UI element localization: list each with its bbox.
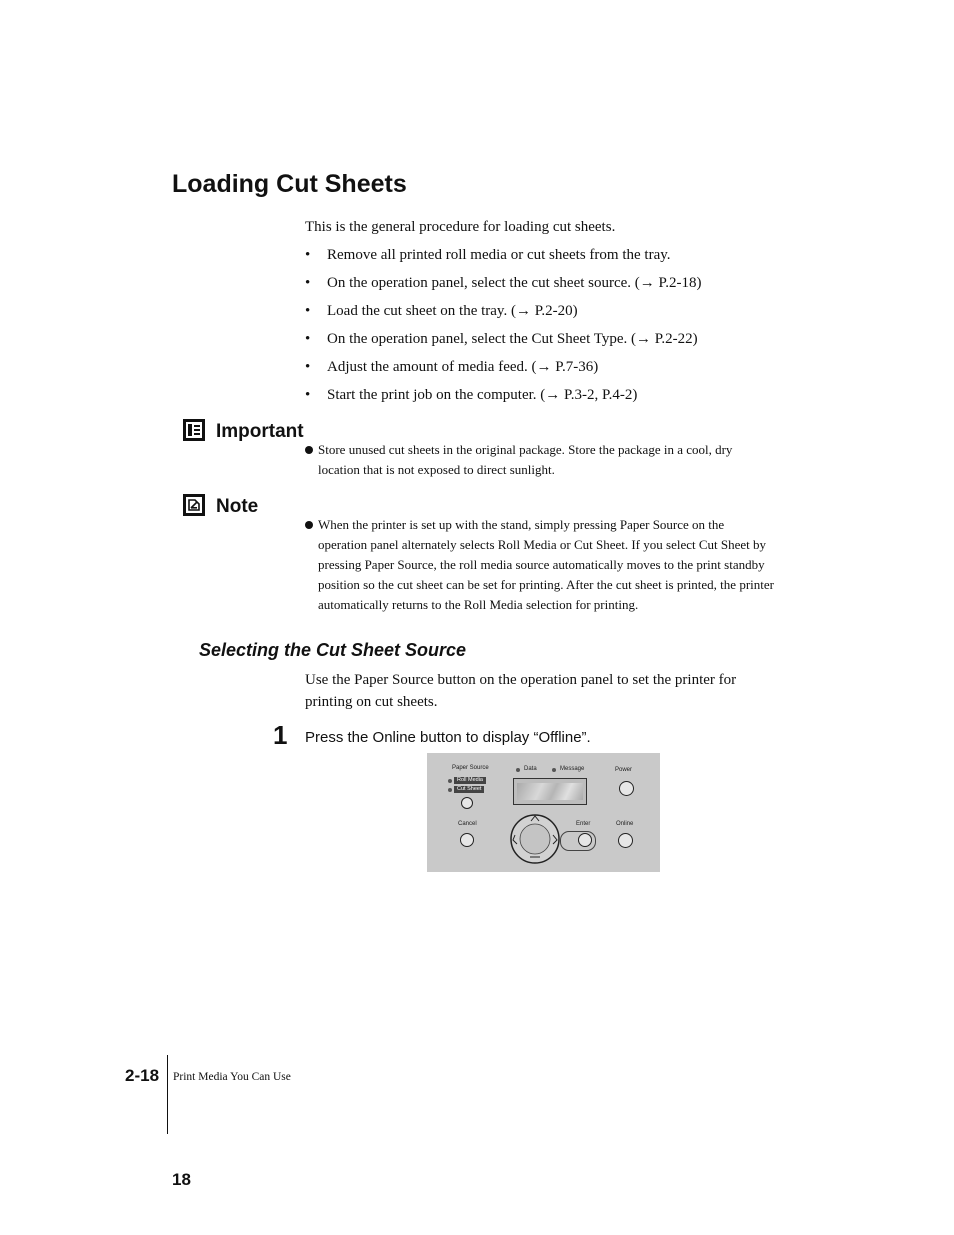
bullet: • [305,247,311,263]
bullet: • [305,275,311,291]
roll-media-lamp [448,779,452,783]
list-item [305,300,805,328]
cut-sheet-label: Cut Sheet [454,786,484,793]
paper-source-label: Paper Source [452,765,489,771]
list-item [305,356,805,384]
list-item-text: Load the cut sheet on the tray. (→ P.2-20) [327,303,578,319]
message-label: Message [560,766,585,772]
important-text: Store unused cut sheets in the original package. Store the package in a cool, dry location that is not exposed to direct sunlight. [318,442,733,477]
list-item-text: Adjust the amount of media feed. (→ P.7-36) [327,359,599,375]
arrow-keys-icon [509,813,561,865]
data-lamp [516,768,520,772]
important-heading: Important [216,421,304,442]
intro-text: This is the general procedure for loading cut sheets. [305,219,616,235]
list-item-text: On the operation panel, select the cut sheet source. (→ P.2-18) [327,275,702,291]
step-text: Press the Online button to display “Offline”. [305,729,591,746]
operation-panel-illustration [427,753,660,872]
chapter-title: Print Media You Can Use [173,1071,291,1083]
list-item [305,384,805,412]
page-title: Loading Cut Sheets [172,170,407,198]
bullet-dot [305,446,313,454]
list-item-text: Remove all printed roll media or cut sheets from the tray. [327,247,671,263]
step-number: 1 [273,720,288,750]
enter-button [578,833,592,847]
online-button [618,833,633,848]
list-item [305,328,805,356]
section-page-number: 2-18 [125,1066,160,1085]
footer-divider [167,1055,168,1134]
procedure-list [305,244,805,412]
roll-media-label: Roll Media [454,777,486,784]
note-icon [183,494,205,516]
cancel-button [460,833,474,847]
list-item-text: Start the print job on the computer. (→ P.3-2, P.4-2) [327,387,638,403]
bullet: • [305,303,311,319]
data-label: Data [524,766,537,772]
section-text: Use the Paper Source button on the operation panel to set the printer for printing on cut sheets. [305,672,737,710]
page-number: 18 [172,1170,191,1189]
message-lamp [552,768,556,772]
bullet: • [305,359,311,375]
cancel-label: Cancel [458,821,477,827]
display-screen [513,778,587,805]
enter-label: Enter [576,821,591,827]
note-text-block [305,515,775,615]
bullet: • [305,387,311,403]
list-item [305,244,805,272]
list-item-text: On the operation panel, select the Cut Sheet Type. (→ P.2-22) [327,331,698,347]
online-label: Online [616,821,634,827]
power-label: Power [615,767,633,773]
paper-source-button [461,797,473,809]
section-title: Selecting the Cut Sheet Source [199,640,467,660]
power-button [619,781,634,796]
important-text-block [305,440,775,480]
bullet: • [305,331,311,347]
important-icon [183,419,205,441]
cut-sheet-lamp [448,788,452,792]
bullet-dot [305,521,313,529]
note-heading: Note [216,496,259,517]
note-text: When the printer is set up with the stand, simply pressing Paper Source on the operation panel alternately selects Roll Media or Cut Sheet. If you select Cut Sheet by pressing Paper Source, the roll media source automatically moves to the print standby position so the cut sheet can be set for printing. After the cut sheet is printed, the printer automatically returns to the Roll Media selection for printing. [318,517,774,612]
list-item [305,272,805,300]
